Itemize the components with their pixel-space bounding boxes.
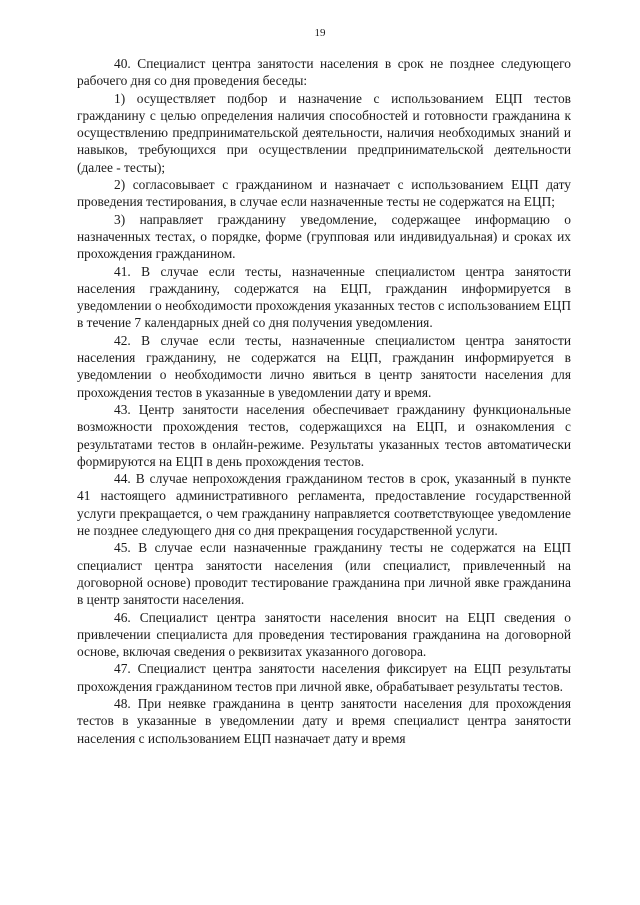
paragraph-42: 42. В случае если тесты, назначенные специалистом центра занятости населения гражданину, не содержатся на ЕЦП, гражданин информируется в уведомлении о необходимости лично явиться в центр занятости населения для прохождения тестов в указанные в уведомлении дату и время. bbox=[77, 332, 571, 400]
paragraph-40-item-2: 2) согласовывает с гражданином и назначает с использованием ЕЦП дату проведения тестирования, в случае если назначенные тесты не содержатся на ЕЦП; bbox=[77, 177, 571, 210]
paragraph-40-item-1: 1) осуществляет подбор и назначение с использованием ЕЦП тестов гражданину с целью определения наличия способностей и готовности гражданина к осуществлению предпринимательской деятельности, наличия необходимых знаний и навыков, требующихся при осуществлении предпринимательской деятельности (далее - тесты); bbox=[77, 90, 571, 175]
paragraph-40: 40. Специалист центра занятости населения в срок не позднее следующего рабочего дня со дня проведения беседы: bbox=[77, 56, 571, 89]
paragraph-40-item-3: 3) направляет гражданину уведомление, содержащее информацию о назначенных тестах, о порядке, форме (групповая или индивидуальная) и сроках их прохождения гражданином. bbox=[77, 211, 571, 262]
paragraph-47: 47. Специалист центра занятости населения фиксирует на ЕЦП результаты прохождения гражданином тестов при личной явке, обрабатывает результаты тестов. bbox=[77, 661, 571, 694]
document-body bbox=[77, 55, 571, 747]
paragraph-44: 44. В случае непрохождения гражданином тестов в срок, указанный в пункте 41 настоящего административного регламента, предоставление государственной услуги прекращается, о чем гражданину направляется соответствующее уведомление не позднее следующего дня со дня прекращения государственной услуги. bbox=[77, 471, 571, 539]
page-number: 19 bbox=[314, 27, 326, 39]
paragraph-43: 43. Центр занятости населения обеспечивает гражданину функциональные возможности прохождения тестов, содержащихся на ЕЦП, и ознакомления с результатами тестов в онлайн-режиме. Результаты указанных тестов автоматически формируются на ЕЦП в день прохождения тестов. bbox=[77, 401, 571, 469]
paragraph-41: 41. В случае если тесты, назначенные специалистом центра занятости населения гражданину, содержатся на ЕЦП, гражданин информируется в уведомлении о необходимости прохождения указанных тестов с использованием ЕЦП в течение 7 календарных дней со дня получения уведомления. bbox=[77, 263, 571, 331]
paragraph-48: 48. При неявке гражданина в центр занятости населения для прохождения тестов в указанные в уведомлении дату и время специалист центра занятости населения с использованием ЕЦП назначает дату и время bbox=[77, 695, 571, 746]
paragraph-46: 46. Специалист центра занятости населения вносит на ЕЦП сведения о привлечении специалиста для проведения тестирования гражданина на договорной основе, включая сведения о реквизитах указанного договора. bbox=[77, 609, 571, 660]
paragraph-45: 45. В случае если назначенные гражданину тесты не содержатся на ЕЦП специалист центра занятости населения (или специалист, привлеченный на договорной основе) проводит тестирование гражданина при личной явке гражданина в центр занятости населения. bbox=[77, 540, 571, 608]
